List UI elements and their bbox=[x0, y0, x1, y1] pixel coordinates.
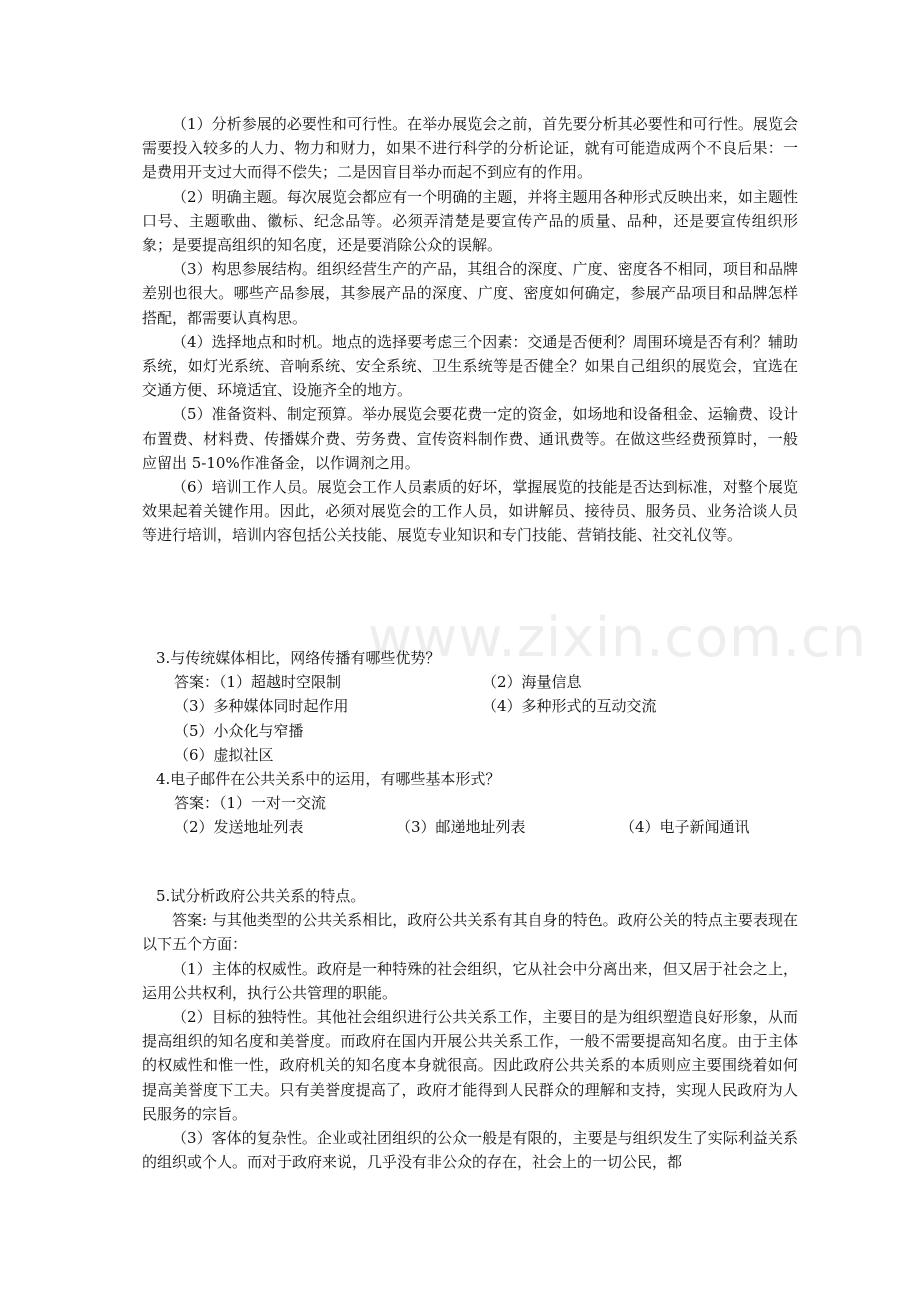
paragraph-step-5: （5）准备资料、制定预算。举办展览会要花费一定的资金，如场地和设备租金、运输费、设计布置费、材料费、传播媒介费、劳务费、宣传资料制作费、通讯费等。在做这些经费预算时，一般应留出 5-10%作准备金，以作调剂之用。 bbox=[142, 405, 798, 472]
question-5-title: 5.试分析政府公共关系的特点。 bbox=[156, 887, 366, 905]
paragraph-step-3: （3）构思参展结构。组织经营生产的产品，其组合的深度、广度、密度各不相同，项目和品牌差别也很大。哪些产品参展，其参展产品的深度、广度、密度如何确定，参展产品项目和品牌怎样搭配，都需要认真构思。 bbox=[142, 260, 798, 327]
paragraph-step-2: （2）明确主题。每次展览会都应有一个明确的主题，并将主题用各种形式反映出来，如主题性口号、主题歌曲、徽标、纪念品等。必须弄清楚是要宣传产品的质量、品种，还是要宣传组织形象；是要提高组织的知名度，还是要消除公众的误解。 bbox=[142, 187, 798, 255]
answer-item: （6）虚拟社区 bbox=[174, 745, 274, 764]
answer-item: 答案：（1）一对一交流 bbox=[174, 794, 327, 813]
question-4-title: 4.电子邮件在公共关系中的运用，有哪些基本形式？ bbox=[156, 769, 501, 788]
paragraph-feature-2: （2）目标的独特性。其他社会组织进行公共关系工作，主要目的是为组织塑造良好形象，从而提高组织的知名度和美誉度。而政府在国内开展公共关系工作，一般不需要提高知名度。由于主体的权威性和惟一性，政府机关的知名度本身就很高。因此政府公共关系的本质则应主要围绕着如何提高美誉度下工夫。只有美誉度提高了，政府才能得到人民群众的理解和支持，实现人民政府为人民服务的宗旨。 bbox=[142, 1008, 798, 1123]
watermark: www.zixin.com.cn bbox=[368, 606, 867, 669]
question-4-answer-row-2 bbox=[142, 815, 798, 839]
answer-item: （2）海量信息 bbox=[482, 673, 582, 692]
question-3-answer-row-1 bbox=[142, 670, 798, 694]
paragraph-feature-1: （1）主体的权威性。政府是一种特殊的社会组织，它从社会中分离出来，但又居于社会之上，运用公共权利，执行公共管理的职能。 bbox=[142, 959, 798, 1002]
question-4-answer-row-1 bbox=[142, 791, 798, 815]
paragraph-step-1: （1）分析参展的必要性和可行性。在举办展览会之前，首先要分析其必要性和可行性。展览会需要投入较多的人力、物力和财力，如果不进行科学的分析论证，就有可能造成两个不良后果：一是费用开支过大而得不偿失；二是因盲目举办而起不到应有的作用。 bbox=[142, 115, 798, 182]
question-3-answer-row-4 bbox=[142, 743, 798, 767]
question-3-title: 3.与传统媒体相比，网络传播有哪些优势？ bbox=[156, 649, 441, 667]
paragraph-step-4: （4）选择地点和时机。地点的选择要考虑三个因素：交通是否便利？周围环境是否有利？辅助系统，如灯光系统、音响系统、安全系统、卫生系统等是否健全？如果自己组织的展览会，宜选在交通方便、环境适宜、设施齐全的地方。 bbox=[142, 332, 798, 400]
question-3-answer-row-3 bbox=[142, 719, 798, 743]
questions-3-4-section bbox=[142, 646, 798, 840]
question-5-answer-intro: 答案: 与其他类型的公共关系相比，政府公共关系有其自身的特色。政府公关的特点主要表现在以下五个方面： bbox=[142, 911, 798, 954]
answer-item: （4）多种形式的互动交流 bbox=[482, 697, 657, 716]
question-5-section bbox=[142, 884, 798, 1174]
answer-item: （3）邮递地址列表 bbox=[396, 818, 526, 837]
answer-item: （4）电子新闻通讯 bbox=[620, 818, 750, 837]
answer-item: （2）发送地址列表 bbox=[174, 818, 304, 837]
paragraph-step-6: （6）培训工作人员。展览会工作人员素质的好坏，掌握展览的技能是否达到标准，对整个展览效果起着关键作用。因此，必须对展览会的工作人员，如讲解员、接待员、服务员、业务洽谈人员等进行培训，培训内容包括公关技能、展览专业知识和专门技能、营销技能、社交礼仪等。 bbox=[142, 478, 798, 545]
answer-item: （3）多种媒体同时起作用 bbox=[174, 697, 349, 716]
paragraph-feature-3: （3）客体的复杂性。企业或社团组织的公众一般是有限的，主要是与组织发生了实际利益关系的组织或个人。而对于政府来说，几乎没有非公众的存在，社会上的一切公民，都 bbox=[142, 1129, 798, 1172]
answer-item: 答案：（1）超越时空限制 bbox=[174, 673, 342, 692]
exhibition-steps-section bbox=[142, 112, 798, 548]
answer-item: （5）小众化与窄播 bbox=[174, 721, 304, 740]
question-3-answer-row-2 bbox=[142, 694, 798, 718]
